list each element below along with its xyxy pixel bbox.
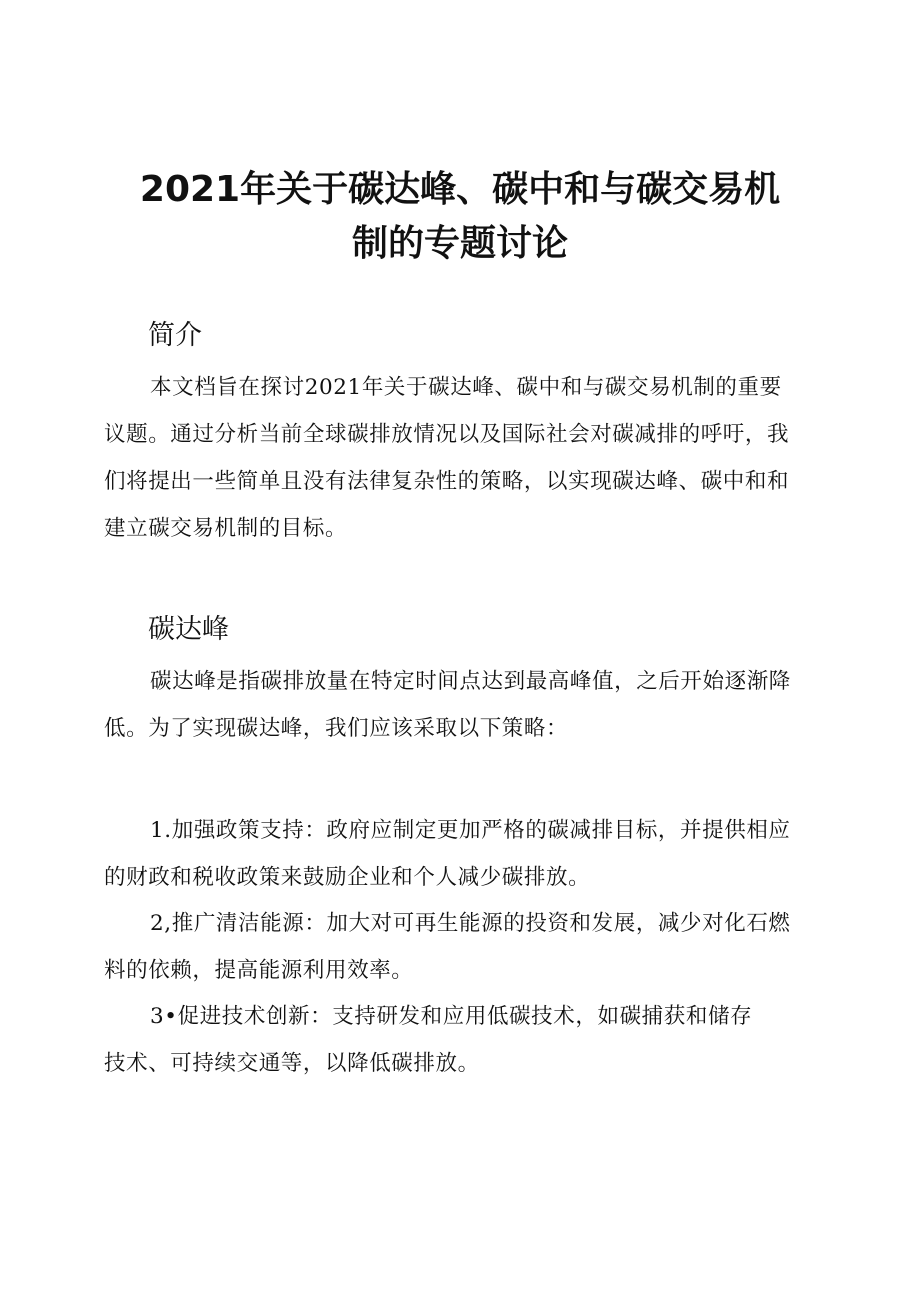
intro-line-2: 议题。通过分析当前全球碳排放情况以及国际社会对碳减排的呼吁，我 [104,422,790,447]
strategy-item-2 [104,900,820,994]
carbon-peak-line-2: 低。为了实现碳达峰，我们应该采取以下策略： [104,716,569,741]
document-title-line-2: 制的专题讨论 [351,223,568,264]
intro-line-3: 们将提出一些简单且没有法律复杂性的策略，以实现碳达峰、碳中和和 [104,469,790,494]
strategy-item-1-line-2: 的财政和税收政策来鼓励企业和个人减少碳排放。 [104,865,591,890]
strategy-item-3-line-2: 技术、可持续交通等，以降低碳排放。 [104,1051,480,1076]
intro-paragraph [104,364,820,552]
strategy-item-3 [104,993,820,1087]
strategy-item-1-line-1: 1.加强政策支持：政府应制定更加严格的碳减排目标，并提供相应 [150,818,791,843]
section-heading-intro: 简介 [148,320,202,351]
intro-line-4: 建立碳交易机制的目标。 [104,516,348,541]
strategy-item-2-line-2: 料的依赖，提高能源利用效率。 [104,958,414,983]
strategy-item-3-line-1: 3•促进技术创新：支持研发和应用低碳技术，如碳捕获和储存 [150,1004,753,1029]
strategy-item-2-line-1: 2,推广清洁能源：加大对可再生能源的投资和发展，减少对化石燃 [150,911,791,936]
strategy-item-1 [104,807,820,901]
document-title-line-1: 2021年关于碳达峰、碳中和与碳交易机 [139,169,781,210]
intro-line-1: 本文档旨在探讨2021年关于碳达峰、碳中和与碳交易机制的重要 [150,375,782,400]
section-heading-carbon-peak: 碳达峰 [148,614,229,645]
carbon-peak-line-1: 碳达峰是指碳排放量在特定时间点达到最高峰值，之后开始逐渐降 [150,669,791,694]
carbon-peak-paragraph [104,658,820,752]
